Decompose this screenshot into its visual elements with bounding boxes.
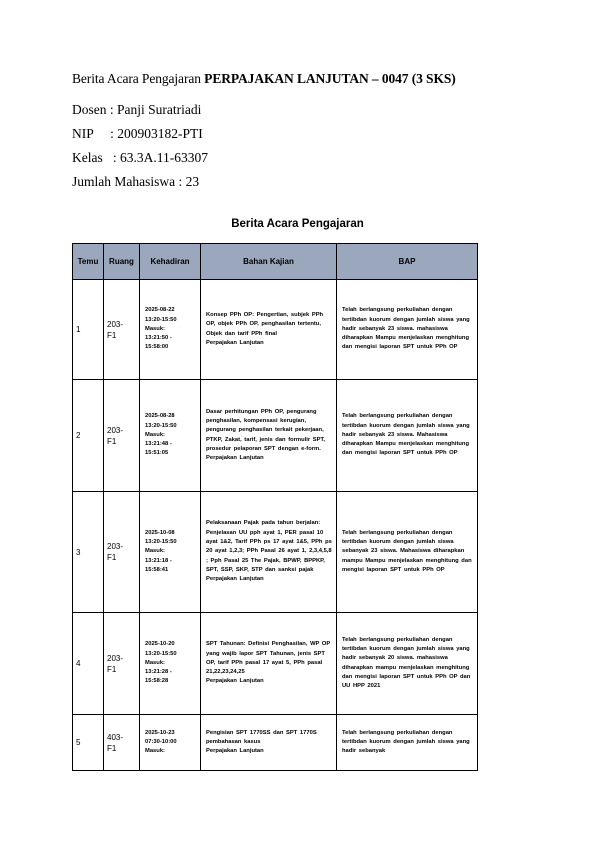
cell-bap: Telah berlangsung perkuliahan dengan tertibdan kuorum dengan jumlah siswa yang hadir sebanyak 23 siswa. mahasiswa diharapkan Mampu menjelaskan menghitung dan mengisi laporan SPT untuk PPh OP [337, 280, 478, 380]
cell-bahan-kajian: Konsep PPh OP: Pengertian, subjek PPh OP, objek PPh OP, penghasilan tertentu, Objek dan tarif PPh final Perpajakan Lanjutan [201, 280, 337, 380]
cell-temu: 4 [73, 613, 104, 715]
header-bahan-kajian: Bahan Kajian [201, 244, 337, 280]
header-kehadiran: Kehadiran [140, 244, 201, 280]
cell-bahan-kajian: SPT Tahunan: Definisi Penghasilan, WP OP yang wajib lapor SPT Tahunan, jenis SPT OP, tarif PPh pasal 17 ayat 5, PPh pasal 21,22,23,24,25 Perpajakan Lanjutan [201, 613, 337, 715]
nip-line: NIP : 200903182-PTI [72, 126, 203, 141]
table-header-row [73, 244, 478, 280]
cell-kehadiran: 2025-10-08 13:20-15:50 Masuk: 13:21:18 - 15:58:41 [140, 492, 201, 613]
cell-kehadiran: 2025-10-20 13:20-15:50 Masuk: 13:21:28 - 15:58:28 [140, 613, 201, 715]
cell-temu: 3 [73, 492, 104, 613]
cell-bap: Telah berlangsung perkuliahan dengan tertibdan kuorum dengan jumlah siswa sebanyak 23 siswa. Mahasiswa diharapkan mampu Mampu menjelaskan menghitung dan mengisi laporan SPT untuk PPh OP [337, 492, 478, 613]
cell-bap: Telah berlangsung perkuliahan dengan tertibdan kuorum dengan jumlah siswa yang hadir sebanyak 20 siswa. mahasiswa diharapkan mampu menjelaskan menghitung dan mengisi laporan SPT untuk PPh OP dan UU HPP 2021 [337, 613, 478, 715]
table-row [73, 715, 478, 771]
header-ruang: Ruang [104, 244, 140, 280]
document-title [72, 71, 456, 87]
cell-ruang: 203- F1 [104, 613, 140, 715]
cell-temu: 5 [73, 715, 104, 771]
table-row [73, 380, 478, 492]
cell-kehadiran: 2025-08-28 13:20-15:50 Masuk: 13:21:48 - 15:51:05 [140, 380, 201, 492]
cell-bahan-kajian: Pelaksanaan Pajak pada tahun berjalan: Penjelasan UU pph ayat 1, PER pasal 10 ayat 1&2, Tarif PPh ps 17 ayat 1&5, PPh ps 20 ayat 1,2,3; PPh Pasal 26 ayat 1, 2,3,4,5,8 ; Pph Pasal 25 The Pajak, BPWP, BPPKP, SPT, SSP, SKP, STP dan sanksi pajak Perpajakan Lanjutan [201, 492, 337, 613]
table-row [73, 280, 478, 380]
table-row [73, 492, 478, 613]
cell-kehadiran: 2025-08-22 13:20-15:50 Masuk: 13:21:50 - 15:58:00 [140, 280, 201, 380]
table-row [73, 613, 478, 715]
cell-bahan-kajian: Dasar perhitungan PPh OP, pengurang penghasilan, kompensasi kerugian, pengurang penghasilan terkait pekerjaan, PTKP, Zakat, tarif, jenis dan formulir SPT, prosedur pelaporan SPT dengan e-form. Perpajakan Lanjutan [201, 380, 337, 492]
class-line: Kelas : 63.3A.11-63307 [72, 150, 208, 165]
header-bap: BAP [337, 244, 478, 280]
cell-bahan-kajian: Pengisian SPT 1770SS dan SPT 1770S pembahasan kasus Perpajakan Lanjutan [201, 715, 337, 771]
cell-bap: Telah berlangsung perkuliahan dengan tertibdan kuorum dengan jumlah siswa yang hadir sebanyak 23 siswa. Mahasiswa diharapkan Mampu menjelaskan menghitung dan mengisi laporan SPT untuk PPh OP [337, 380, 478, 492]
cell-ruang: 203- F1 [104, 492, 140, 613]
cell-ruang: 203- F1 [104, 280, 140, 380]
cell-ruang: 403- F1 [104, 715, 140, 771]
students-line: Jumlah Mahasiswa : 23 [72, 174, 200, 189]
cell-kehadiran: 2025-10-23 07:30-10:00 Masuk: [140, 715, 201, 771]
lecturer-line: Dosen : Panji Suratriadi [72, 102, 202, 117]
cell-temu: 2 [73, 380, 104, 492]
document-title-prefix: Berita Acara Pengajaran [72, 71, 205, 86]
document-title-course: PERPAJAKAN LANJUTAN – 0047 (3 SKS) [204, 71, 456, 86]
attendance-table [72, 243, 478, 771]
cell-bap: Telah berlangsung perkuliahan dengan tertibdan kuorum dengan jumlah siswa yang hadir sebanyak [337, 715, 478, 771]
header-temu: Temu [73, 244, 104, 280]
table-caption: Berita Acara Pengajaran [231, 218, 364, 230]
cell-temu: 1 [73, 280, 104, 380]
cell-ruang: 203- F1 [104, 380, 140, 492]
